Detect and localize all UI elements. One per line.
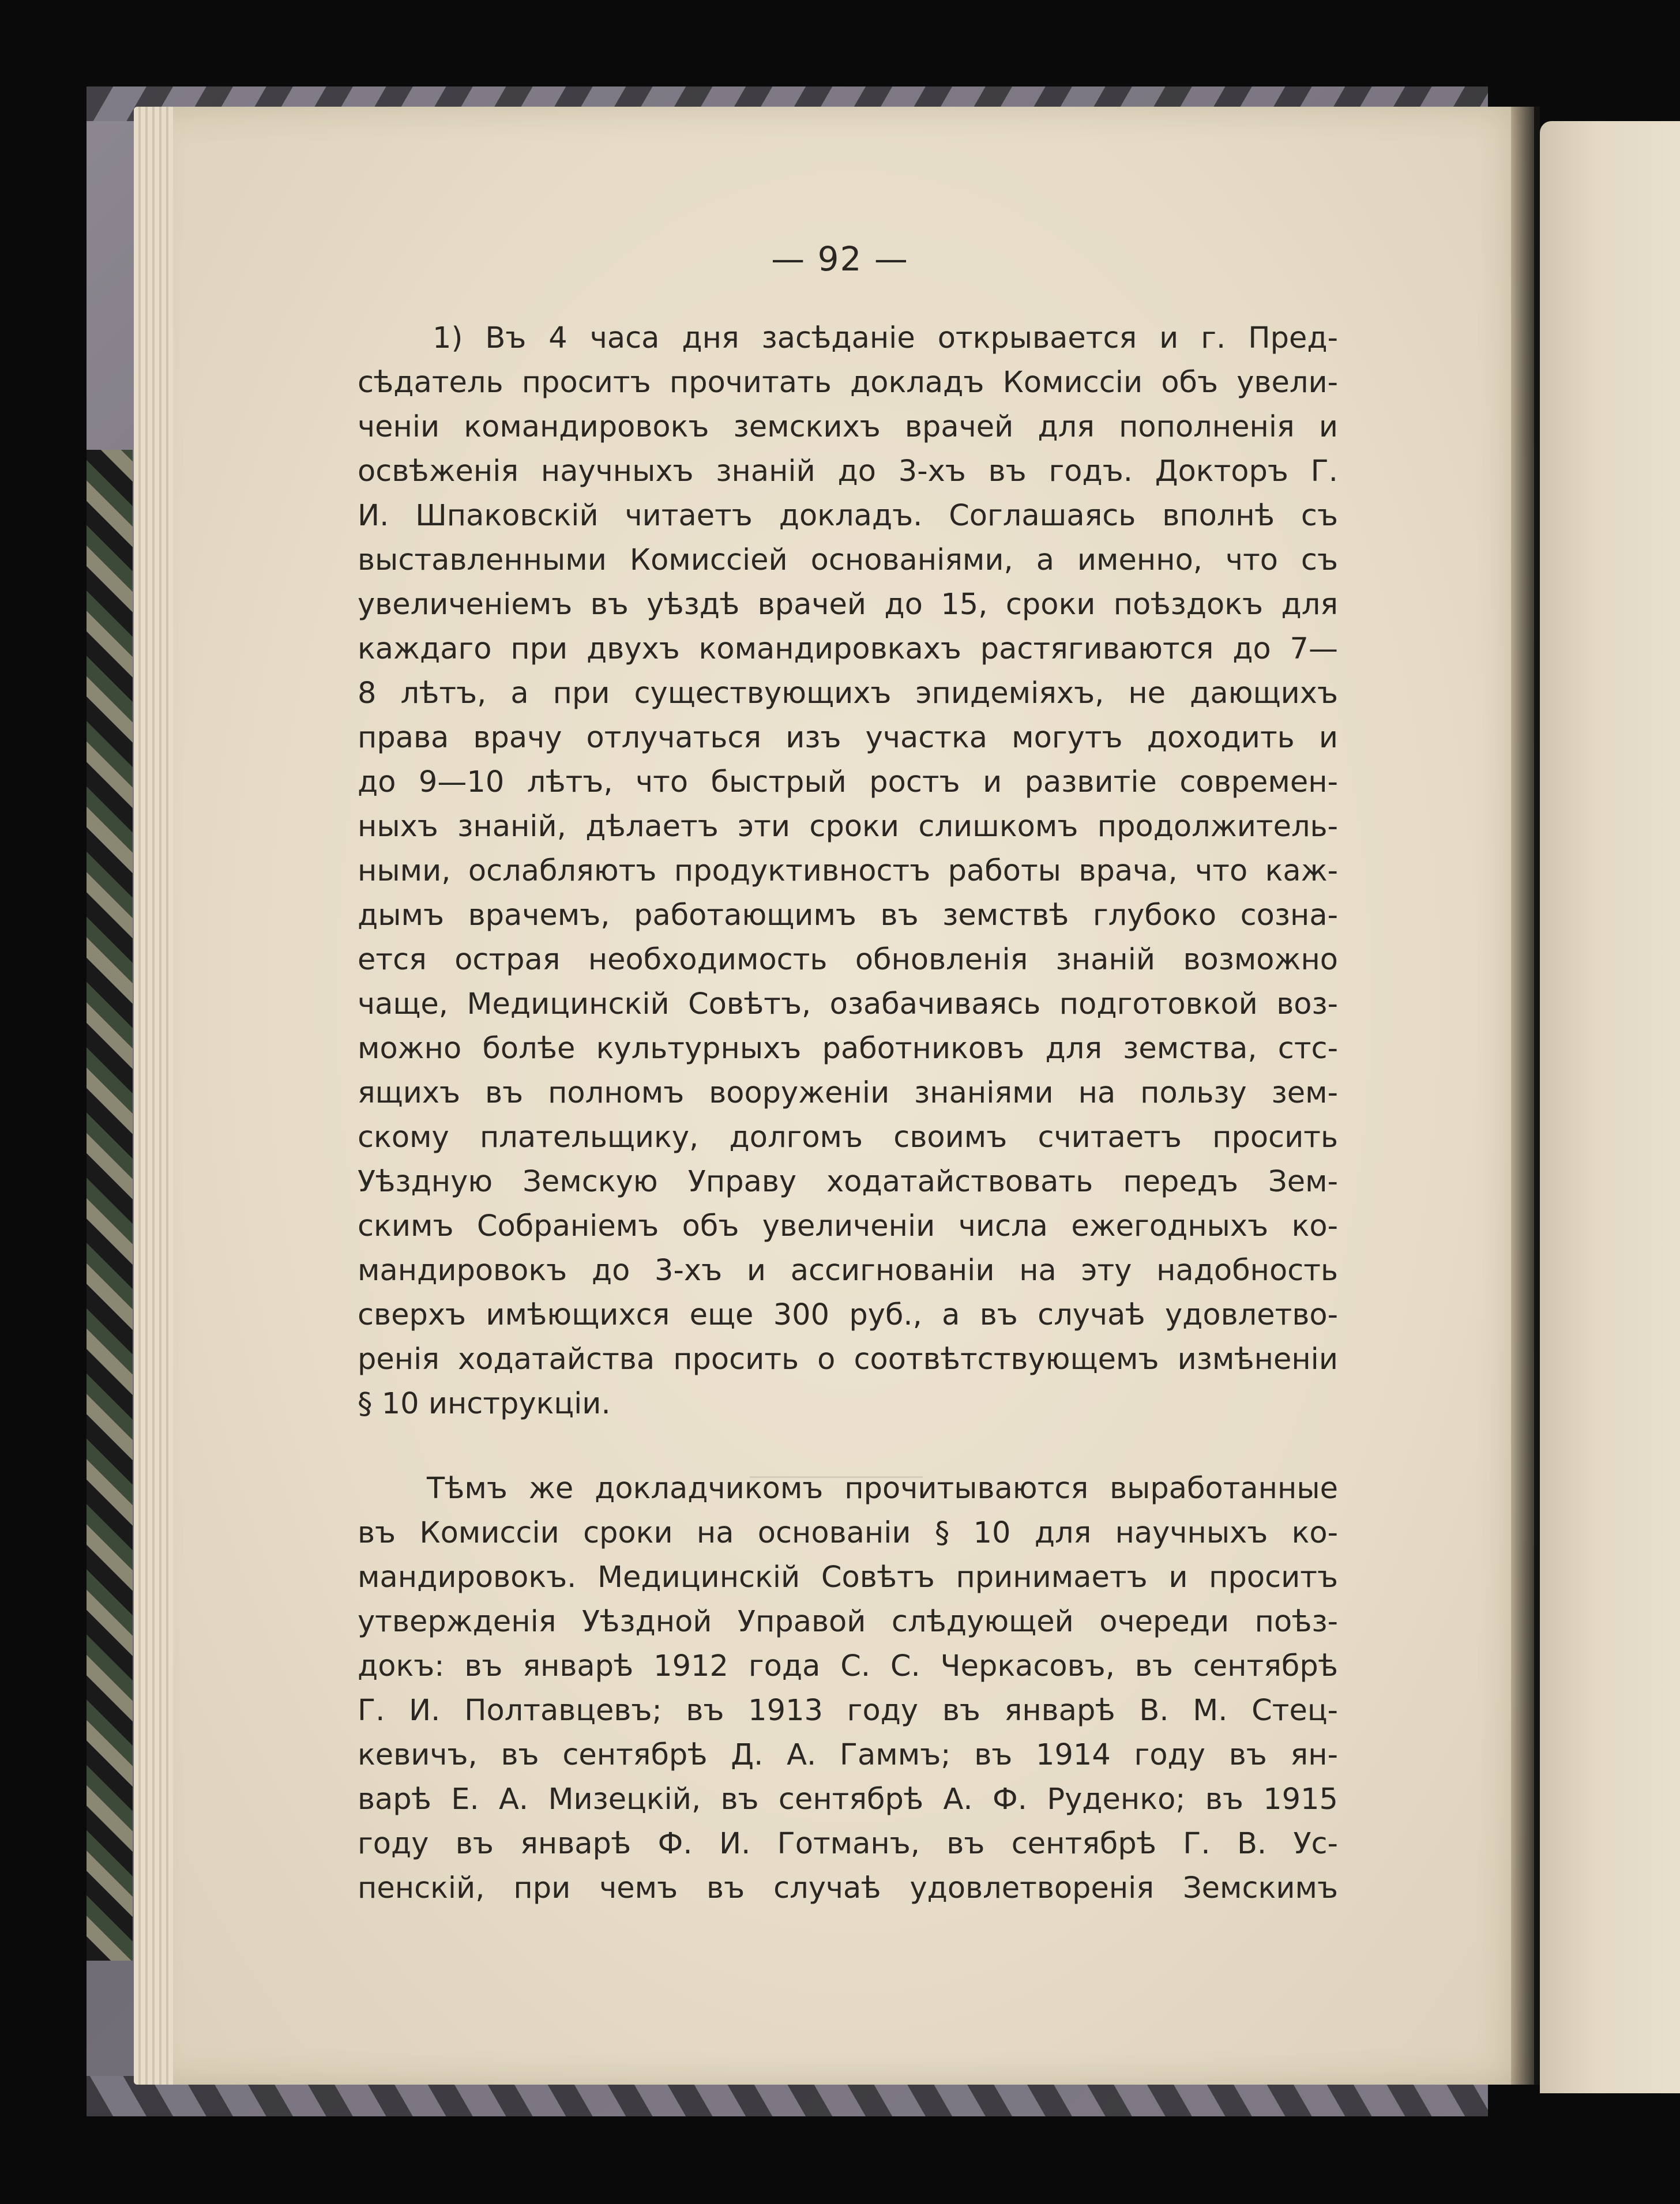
text-line: И. Шпаковскій читаетъ докладъ. Соглашаясь вполнѣ съ (358, 499, 1338, 533)
text-line: ется острая необходимость обновленія знаній возможно (358, 943, 1338, 977)
text-line: сѣдатель проситъ прочитать докладъ Комиссіи объ увели- (358, 366, 1338, 400)
text-line: скимъ Собраніемъ объ увеличеніи числа ежегодныхъ ко- (358, 1209, 1338, 1243)
text-line: пенскій, при чемъ въ случаѣ удовлетворенія Земскимъ (358, 1871, 1338, 1905)
page-gutter (1511, 107, 1540, 2085)
text-line: до 9—10 лѣтъ, что быстрый ростъ и развитіе современ- (358, 765, 1338, 799)
text-line: кевичъ, въ сентябрѣ Д. А. Гаммъ; въ 1914 году въ ян- (358, 1738, 1338, 1772)
text-line: варѣ Е. А. Мизецкій, въ сентябрѣ А. Ф. Руденко; въ 1915 (358, 1782, 1338, 1816)
paragraph-1 (358, 316, 1338, 1426)
text-line: 1) Въ 4 часа дня засѣданіе открывается и г. Пред- (433, 321, 1338, 355)
text-line: освѣженія научныхъ знаній до 3-хъ въ годъ. Докторъ Г. (358, 454, 1338, 488)
text-line: Г. И. Полтавцевъ; въ 1913 году въ январѣ В. М. Стец- (358, 1694, 1338, 1728)
text-line: каждаго при двухъ командировкахъ растягиваются до 7— (358, 632, 1338, 666)
marbled-edge (87, 450, 133, 1961)
text-line: увеличеніемъ въ уѣздѣ врачей до 15, сроки поѣздокъ для (358, 588, 1338, 622)
text-line: права врачу отлучаться изъ участка могутъ доходить и (358, 721, 1338, 755)
text-line: § 10 инструкціи. (358, 1387, 611, 1421)
text-line: ченіи командировокъ земскихъ врачей для пополненія и (358, 410, 1338, 444)
text-line: въ Комиссіи сроки на основаніи § 10 для научныхъ ко- (358, 1516, 1338, 1550)
page-number: — 92 — (771, 239, 909, 279)
text-line: 8 лѣтъ, а при существующихъ эпидеміяхъ, не дающихъ (358, 676, 1338, 710)
facing-page (1540, 121, 1680, 2093)
text-line: выставленными Комиссіей основаніями, а именно, что съ (358, 543, 1338, 577)
text-line: утвержденія Уѣздной Управой слѣдующей очереди поѣз- (358, 1605, 1338, 1639)
text-line: чаще, Медицинскій Совѣтъ, озабачиваясь подготовкой воз- (358, 987, 1338, 1021)
text-line: можно болѣе культурныхъ работниковъ для земства, стс- (358, 1032, 1338, 1066)
text-line: ными, ослабляютъ продуктивностъ работы врача, что каж- (358, 854, 1338, 888)
text-line: мандировокъ. Медицинскій Совѣтъ принимаетъ и проситъ (358, 1560, 1338, 1594)
body-text (358, 316, 1338, 1910)
text-line: ящихъ въ полномъ вооруженіи знаніями на пользу зем- (358, 1076, 1338, 1110)
text-line: Тѣмъ же докладчикомъ прочитываются выработанные (427, 1472, 1338, 1506)
text-line: ныхъ знаній, дѣлаетъ эти сроки слишкомъ продолжитель- (358, 810, 1338, 844)
paragraph-2 (358, 1466, 1338, 1910)
text-line: мандировокъ до 3-хъ и ассигнованіи на эту надобность (358, 1254, 1338, 1288)
text-line: ренія ходатайства просить о соотвѣтствующемъ измѣненіи (358, 1342, 1338, 1376)
text-line: скому плательщику, долгомъ своимъ считаетъ просить (358, 1120, 1338, 1154)
text-line: сверхъ имѣющихся еще 300 руб., а въ случаѣ удовлетво- (358, 1298, 1338, 1332)
text-line: докъ: въ январѣ 1912 года С. С. Черкасовъ, въ сентябрѣ (358, 1649, 1338, 1683)
text-line: дымъ врачемъ, работающимъ въ земствѣ глубоко созна- (358, 898, 1338, 932)
text-line: году въ январѣ Ф. И. Готманъ, въ сентябрѣ Г. В. Ус- (358, 1827, 1338, 1861)
text-line: Уѣздную Земскую Управу ходатайствовать передъ Зем- (358, 1165, 1338, 1199)
